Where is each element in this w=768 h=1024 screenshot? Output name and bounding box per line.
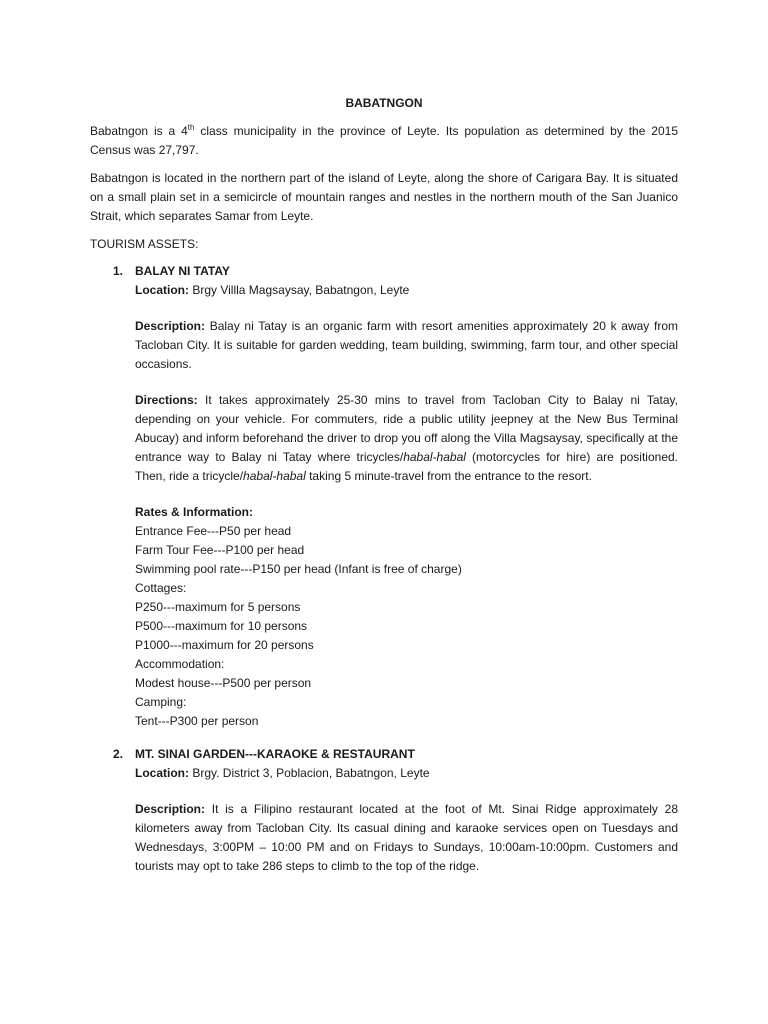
asset-description <box>135 317 678 374</box>
asset-name: BALAY NI TATAY <box>135 264 230 278</box>
intro-text-after: class municipality in the province of Leyte. Its population as determined by the 2015 Census was 27,797. <box>90 124 678 157</box>
directions-text-2: (motorcycles for hire) are positioned. Then, ride a tricycle/ <box>135 450 678 483</box>
asset-directions <box>135 391 678 486</box>
asset-location <box>135 764 678 783</box>
description-label: Description: <box>135 319 206 333</box>
rate-line: Cottages: <box>135 581 187 595</box>
document-body <box>90 94 678 876</box>
asset-location <box>135 281 678 300</box>
location-value: Brgy. District 3, Poblacion, Babatngon, Leyte <box>189 766 430 780</box>
directions-italic-1: habal-habal <box>403 450 466 464</box>
rate-line: Modest house---P500 per person <box>135 676 312 690</box>
directions-italic-2: habal-habal <box>243 469 306 483</box>
ordinal-superscript: th <box>187 123 195 132</box>
asset-description <box>135 800 678 876</box>
directions-label: Directions: <box>135 393 198 407</box>
intro-paragraph-1 <box>90 122 678 160</box>
intro-paragraph-2: Babatngon is located in the northern part of the island of Leyte, along the shore of Carigara Bay. It is situated on a small plain set in a semicircle of mountain ranges and nestles in the northern mouth of the San Juanico Strait, which separates Samar from Leyte. <box>90 171 678 223</box>
rate-line: Farm Tour Fee---P100 per head <box>135 543 305 557</box>
directions-text-3: taking 5 minute-travel from the entrance to the resort. <box>305 469 592 483</box>
rate-line: Camping: <box>135 695 187 709</box>
intro-text-before: Babatngon is a 4 <box>90 124 188 138</box>
description-text: Balay ni Tatay is an organic farm with resort amenities approximately 20 k away from Tacloban City. It is suitable for garden wedding, team building, swimming, farm tour, and other special occasions. <box>135 319 678 371</box>
rate-line: P250---maximum for 5 persons <box>135 600 301 614</box>
rate-line: Accommodation: <box>135 657 225 671</box>
description-text: It is a Filipino restaurant located at the foot of Mt. Sinai Ridge approximately 28 kilometers away from Tacloban City. Its casual dining and karaoke services open on Tuesdays and Wednesdays, 3:00PM – 10:00 PM and on Fridays to Sundays, 10:00am-10:00pm. Customers and tourists may opt to take 286 steps to climb to the top of the ridge. <box>135 802 678 873</box>
location-value: Brgy Villla Magsaysay, Babatngon, Leyte <box>189 283 410 297</box>
rate-line: Tent---P300 per person <box>135 714 259 728</box>
description-label: Description: <box>135 802 206 816</box>
asset-number: 2. <box>113 747 124 761</box>
location-label: Location: <box>135 766 189 780</box>
rate-line: P500---maximum for 10 persons <box>135 619 308 633</box>
asset-rates <box>135 503 678 731</box>
rate-line: Swimming pool rate---P150 per head (Infant is free of charge) <box>135 562 462 576</box>
rates-label: Rates & Information: <box>135 505 254 519</box>
asset-item-mt-sinai-garden <box>90 745 678 876</box>
rate-line: Entrance Fee---P50 per head <box>135 524 292 538</box>
asset-item-balay-ni-tatay <box>90 262 678 731</box>
rate-line: P1000---maximum for 20 persons <box>135 638 314 652</box>
tourism-assets-heading: TOURISM ASSETS: <box>90 237 199 251</box>
asset-number: 1. <box>113 264 124 278</box>
asset-name: MT. SINAI GARDEN---KARAOKE & RESTAURANT <box>135 747 415 761</box>
document-title: BABATNGON <box>345 96 423 110</box>
directions-text-1: It takes approximately 25-30 mins to travel from Tacloban City to Balay ni Tatay, depending on your vehicle. For commuters, ride a public utility jeepney at the New Bus Terminal Abucay) and inform beforehand the driver to drop you off along the Villa Magsaysay, specifically at the entrance way to Balay ni Tatay where tricycles/ <box>135 393 678 464</box>
location-label: Location: <box>135 283 189 297</box>
